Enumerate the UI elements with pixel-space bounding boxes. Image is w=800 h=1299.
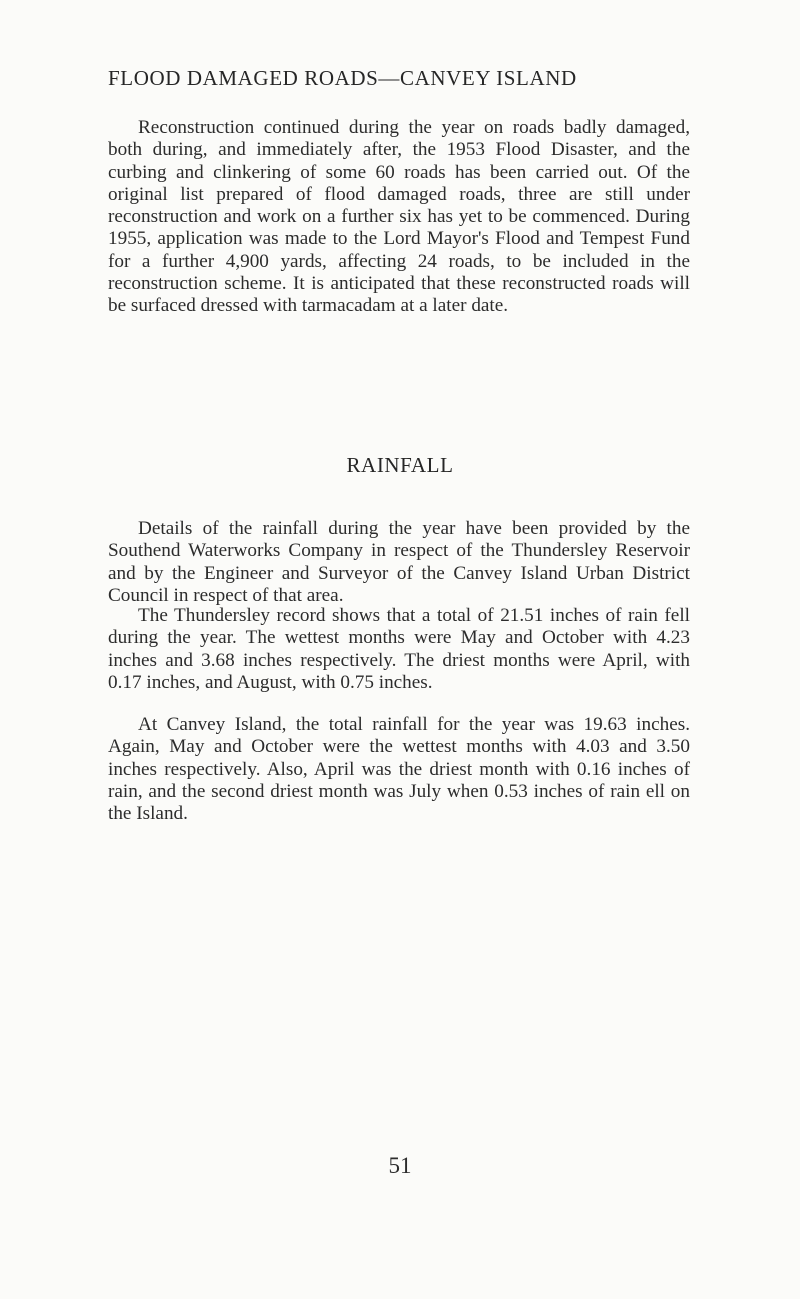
paragraph-canvey-island-record: At Canvey Island, the total rainfall for the year was 19.63 inches. Again, May and October were the wettest months with 4.03 and 3.50 inches respectively. Also, April was the driest month with 0.16 inches of rain, and the second driest month was July when 0.53 inches of rain ell on the Island. [108,714,690,825]
page-number: 51 [388,1153,412,1178]
paragraph-flood-roads: Reconstruction continued during the year on roads badly damaged, both during, and immediately after, the 1953 Flood Disaster, and the curbing and clinkering of some 60 roads has been carried out. Of the original list prepared of flood damaged roads, three are still under reconstruction and work on a further six has yet to be commenced. During 1955, application was made to the Lord Mayor's Flood and Tempest Fund for a further 4,900 yards, affecting 24 roads, to be included in the reconstruction scheme. It is anticipated that these reconstructed roads will be surfaced dressed with tarmacadam at a later date. [108,117,690,317]
paragraph-thundersley-record: The Thundersley record shows that a total of 21.51 inches of rain fell during the year. The wettest months were May and October with 4.23 inches and 3.68 inches respectively. The driest months were April, with 0.17 inches, and August, with 0.75 inches. [108,605,690,693]
section-heading-flood-damaged-roads: FLOOD DAMAGED ROADS—CANVEY ISLAND [108,66,577,90]
paragraph-rainfall-sources: Details of the rainfall during the year have been provided by the Southend Waterworks Company in respect of the Thundersley Reservoir and by the Engineer and Surveyor of the Canvey Island Urban District Council in respect of that area. [108,518,690,606]
section-heading-rainfall: RAINFALL [346,453,454,477]
